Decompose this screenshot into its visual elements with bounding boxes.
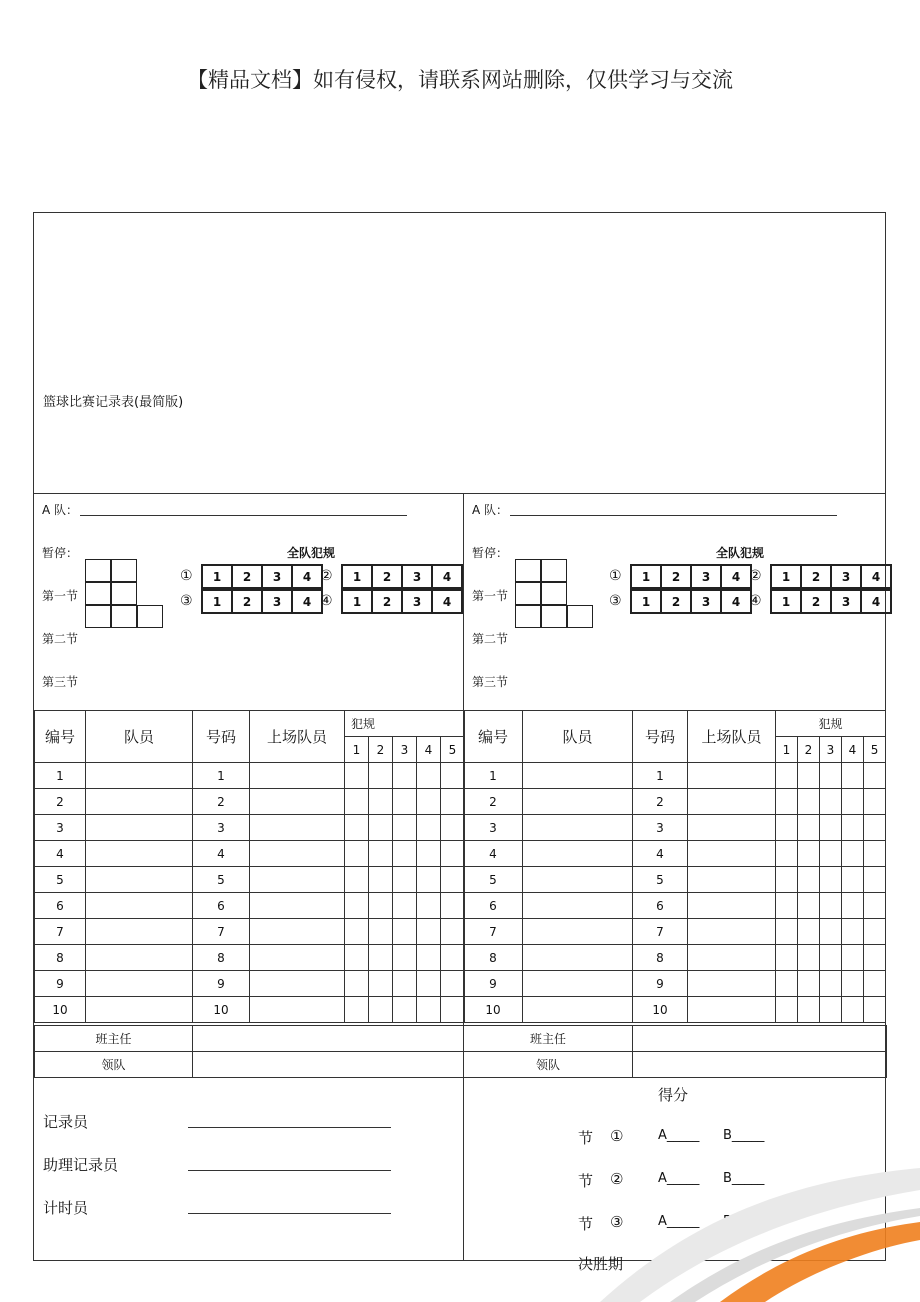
period-label: 第二节: [472, 632, 509, 646]
team-label: A 队：: [42, 503, 79, 517]
timeout-box[interactable]: [111, 605, 137, 628]
jersey-number-cell: 6: [193, 893, 250, 919]
foul-cell[interactable]: [842, 867, 864, 893]
jersey-number-cell: 2: [193, 789, 250, 815]
quarter-marker: ②: [749, 568, 762, 584]
foul-cell[interactable]: [798, 763, 820, 789]
foul-cell[interactable]: [864, 815, 886, 841]
roster-table-right: [463, 710, 886, 1023]
table-row: [464, 815, 886, 841]
foul-cell[interactable]: [820, 997, 842, 1023]
team-foul-box[interactable]: 1 2 3 4: [630, 564, 752, 589]
quarter-marker: ③: [609, 593, 622, 609]
foul-cell[interactable]: [798, 841, 820, 867]
player-name-cell[interactable]: [86, 789, 193, 815]
foul-cell[interactable]: [393, 997, 417, 1023]
team-foul-box[interactable]: 1 2 3 4: [630, 589, 752, 614]
official-signature-line[interactable]: [188, 1170, 391, 1171]
on-court-cell[interactable]: [688, 841, 776, 867]
jersey-number-cell: 6: [633, 893, 688, 919]
score-title: 得分: [658, 1086, 689, 1104]
period-label: 第一节: [42, 589, 79, 603]
team-leader-label: 领队: [464, 1052, 633, 1078]
team-foul-box[interactable]: 1 2 3 4: [770, 589, 892, 614]
foul-cell[interactable]: [369, 945, 393, 971]
jersey-number-cell: 2: [633, 789, 688, 815]
row-number: 1: [35, 763, 86, 789]
col-fouls: 犯规: [776, 711, 886, 737]
player-name-cell[interactable]: [86, 841, 193, 867]
on-court-cell[interactable]: [250, 919, 345, 945]
foul-cell[interactable]: [864, 945, 886, 971]
player-name-cell[interactable]: [86, 867, 193, 893]
table-row: [35, 841, 465, 867]
col-on-court: 上场队员: [688, 711, 776, 763]
foul-cell[interactable]: [776, 815, 798, 841]
jersey-number-cell: 8: [633, 945, 688, 971]
player-name-cell[interactable]: [523, 971, 633, 997]
row-number: 2: [464, 789, 523, 815]
score-sheet: [33, 212, 886, 1273]
jersey-number-cell: 3: [633, 815, 688, 841]
foul-cell[interactable]: [369, 919, 393, 945]
foul-cell[interactable]: [441, 763, 465, 789]
foul-cell[interactable]: [798, 789, 820, 815]
player-name-cell[interactable]: [523, 945, 633, 971]
timeout-box[interactable]: [515, 582, 541, 605]
foul-cell[interactable]: [393, 919, 417, 945]
foul-cell[interactable]: [369, 789, 393, 815]
foul-cell[interactable]: [820, 763, 842, 789]
row-number: 7: [35, 919, 86, 945]
on-court-cell[interactable]: [688, 919, 776, 945]
row-number: 3: [464, 815, 523, 841]
official-signature-line[interactable]: [188, 1213, 391, 1214]
period-label: 第一节: [472, 589, 509, 603]
player-name-cell[interactable]: [86, 919, 193, 945]
on-court-cell[interactable]: [688, 815, 776, 841]
foul-cell[interactable]: [776, 841, 798, 867]
foul-cell[interactable]: [776, 997, 798, 1023]
foul-cell[interactable]: [441, 893, 465, 919]
staff-table: [34, 1025, 887, 1078]
roster-table-left: [34, 710, 465, 1023]
foul-cell[interactable]: [345, 815, 369, 841]
table-row: [35, 971, 465, 997]
quarter-marker: ①: [609, 568, 622, 584]
foul-cell[interactable]: [842, 919, 864, 945]
player-name-cell[interactable]: [523, 815, 633, 841]
official-signature-line[interactable]: [188, 1127, 391, 1128]
col-player: 队员: [86, 711, 193, 763]
foul-cell[interactable]: [842, 945, 864, 971]
quarter-marker: ④: [749, 593, 762, 609]
jersey-number-cell: 4: [633, 841, 688, 867]
foul-col: 1: [345, 737, 369, 763]
table-row: [464, 841, 886, 867]
col-number: 编号: [35, 711, 86, 763]
quarter-marker: ③: [180, 593, 193, 609]
timeout-box[interactable]: [541, 559, 567, 582]
foul-cell[interactable]: [393, 867, 417, 893]
row-number: 6: [464, 893, 523, 919]
quarter-marker: ②: [610, 1170, 624, 1188]
timeout-box[interactable]: [541, 582, 567, 605]
foul-cell[interactable]: [417, 971, 441, 997]
on-court-cell[interactable]: [688, 893, 776, 919]
foul-cell[interactable]: [441, 919, 465, 945]
foul-cell[interactable]: [441, 997, 465, 1023]
on-court-cell[interactable]: [688, 945, 776, 971]
timeout-box[interactable]: [85, 582, 111, 605]
foul-cell[interactable]: [441, 815, 465, 841]
row-number: 9: [464, 971, 523, 997]
jersey-number-cell: 5: [633, 867, 688, 893]
timeout-box[interactable]: [85, 605, 111, 628]
foul-cell[interactable]: [842, 893, 864, 919]
foul-cell[interactable]: [820, 815, 842, 841]
foul-cell[interactable]: [441, 945, 465, 971]
quarter-marker: ④: [320, 593, 333, 609]
player-name-cell[interactable]: [86, 945, 193, 971]
on-court-cell[interactable]: [250, 971, 345, 997]
table-row: [464, 997, 886, 1023]
on-court-cell[interactable]: [688, 867, 776, 893]
foul-cell[interactable]: [798, 867, 820, 893]
team-foul-box[interactable]: 1 2 3 4: [341, 564, 463, 589]
timeout-box[interactable]: [85, 559, 111, 582]
table-row: [464, 867, 886, 893]
col-jersey: 号码: [633, 711, 688, 763]
row-number: 8: [35, 945, 86, 971]
foul-cell[interactable]: [820, 893, 842, 919]
row-number: 5: [464, 867, 523, 893]
foul-cell[interactable]: [441, 789, 465, 815]
foul-cell[interactable]: [864, 971, 886, 997]
score-b-field[interactable]: B_____: [723, 1128, 765, 1143]
jersey-number-cell: 7: [633, 919, 688, 945]
foul-cell[interactable]: [776, 867, 798, 893]
foul-cell[interactable]: [820, 841, 842, 867]
foul-cell[interactable]: [393, 971, 417, 997]
table-row: [464, 893, 886, 919]
class-teacher-field[interactable]: [633, 1026, 887, 1052]
foul-col: 4: [842, 737, 864, 763]
class-teacher-label: 班主任: [464, 1026, 633, 1052]
score-section-label: 节: [578, 1172, 594, 1190]
foul-cell[interactable]: [441, 841, 465, 867]
period-label: 第三节: [472, 675, 509, 689]
foul-cell[interactable]: [393, 893, 417, 919]
watermark-swoosh: [600, 1150, 920, 1302]
on-court-cell[interactable]: [688, 789, 776, 815]
foul-cell[interactable]: [776, 893, 798, 919]
row-number: 10: [35, 997, 86, 1023]
on-court-cell[interactable]: [250, 997, 345, 1023]
foul-cell[interactable]: [441, 971, 465, 997]
player-name-cell[interactable]: [523, 763, 633, 789]
foul-cell[interactable]: [345, 893, 369, 919]
foul-cell[interactable]: [776, 945, 798, 971]
jersey-number-cell: 8: [193, 945, 250, 971]
row-number: 2: [35, 789, 86, 815]
foul-col: 3: [393, 737, 417, 763]
foul-cell[interactable]: [369, 893, 393, 919]
foul-cell[interactable]: [417, 945, 441, 971]
jersey-number-cell: 5: [193, 867, 250, 893]
foul-cell[interactable]: [842, 997, 864, 1023]
timeout-box[interactable]: [111, 559, 137, 582]
col-player: 队员: [523, 711, 633, 763]
table-row: [35, 763, 465, 789]
foul-cell[interactable]: [820, 789, 842, 815]
on-court-cell[interactable]: [250, 893, 345, 919]
foul-cell[interactable]: [798, 919, 820, 945]
row-number: 8: [464, 945, 523, 971]
period-label: 第二节: [42, 632, 79, 646]
foul-cell[interactable]: [864, 841, 886, 867]
overtime-label: 决胜期: [578, 1255, 624, 1273]
timeout-box[interactable]: [137, 605, 163, 628]
col-number: 编号: [464, 711, 523, 763]
score-a-field[interactable]: A_____: [658, 1171, 700, 1186]
player-name-cell[interactable]: [523, 867, 633, 893]
table-row: [464, 763, 886, 789]
score-section-label: 节: [578, 1129, 594, 1147]
official-label: 记录员: [43, 1113, 89, 1131]
jersey-number-cell: 1: [633, 763, 688, 789]
timeout-label: 暂停：: [472, 546, 509, 560]
player-name-cell[interactable]: [523, 893, 633, 919]
foul-cell[interactable]: [842, 763, 864, 789]
quarter-marker: ①: [180, 568, 193, 584]
foul-cell[interactable]: [864, 919, 886, 945]
team-name-line[interactable]: [510, 515, 837, 516]
table-row: [35, 945, 465, 971]
player-name-cell[interactable]: [523, 841, 633, 867]
foul-cell[interactable]: [345, 789, 369, 815]
table-row: [35, 815, 465, 841]
foul-col: 2: [369, 737, 393, 763]
foul-cell[interactable]: [345, 971, 369, 997]
foul-cell[interactable]: [393, 815, 417, 841]
player-name-cell[interactable]: [86, 893, 193, 919]
foul-col: 2: [798, 737, 820, 763]
team-fouls-label: 全队犯规: [716, 546, 765, 560]
class-teacher-label: 班主任: [35, 1026, 193, 1052]
foul-cell[interactable]: [864, 893, 886, 919]
foul-cell[interactable]: [393, 841, 417, 867]
quarter-marker: ③: [610, 1213, 624, 1231]
foul-cell[interactable]: [345, 997, 369, 1023]
on-court-cell[interactable]: [250, 789, 345, 815]
team-leader-field[interactable]: [193, 1052, 464, 1078]
table-row: [35, 919, 465, 945]
team-name-line[interactable]: [80, 515, 407, 516]
foul-cell[interactable]: [842, 971, 864, 997]
player-name-cell[interactable]: [86, 971, 193, 997]
row-number: 3: [35, 815, 86, 841]
foul-cell[interactable]: [345, 945, 369, 971]
team-foul-box[interactable]: 1 2 3 4: [201, 589, 323, 614]
foul-cell[interactable]: [864, 789, 886, 815]
table-row: [464, 919, 886, 945]
foul-cell[interactable]: [417, 919, 441, 945]
foul-cell[interactable]: [417, 763, 441, 789]
player-name-cell[interactable]: [523, 919, 633, 945]
foul-cell[interactable]: [820, 867, 842, 893]
row-number: 6: [35, 893, 86, 919]
timeout-box[interactable]: [515, 605, 541, 628]
on-court-cell[interactable]: [250, 867, 345, 893]
on-court-cell[interactable]: [688, 763, 776, 789]
table-row: [464, 971, 886, 997]
foul-cell[interactable]: [798, 815, 820, 841]
foul-cell[interactable]: [369, 997, 393, 1023]
on-court-cell[interactable]: [688, 971, 776, 997]
foul-cell[interactable]: [369, 971, 393, 997]
row-number: 1: [464, 763, 523, 789]
period-label: 第三节: [42, 675, 79, 689]
col-fouls: 犯规: [345, 711, 465, 737]
foul-cell[interactable]: [864, 867, 886, 893]
quarter-marker: ①: [610, 1127, 624, 1145]
jersey-number-cell: 4: [193, 841, 250, 867]
jersey-number-cell: 9: [633, 971, 688, 997]
score-b-field[interactable]: B_____: [723, 1171, 765, 1186]
score-a-field[interactable]: A_____: [658, 1128, 700, 1143]
team-leader-label: 领队: [35, 1052, 193, 1078]
col-jersey: 号码: [193, 711, 250, 763]
on-court-cell[interactable]: [688, 997, 776, 1023]
foul-cell[interactable]: [798, 997, 820, 1023]
jersey-number-cell: 9: [193, 971, 250, 997]
foul-cell[interactable]: [345, 763, 369, 789]
table-row: [35, 997, 465, 1023]
player-name-cell[interactable]: [523, 997, 633, 1023]
foul-cell[interactable]: [345, 841, 369, 867]
foul-cell[interactable]: [417, 841, 441, 867]
foul-cell[interactable]: [798, 893, 820, 919]
quarter-marker: ②: [320, 568, 333, 584]
jersey-number-cell: 10: [193, 997, 250, 1023]
table-row: [35, 867, 465, 893]
foul-cell[interactable]: [776, 919, 798, 945]
team-label: A 队：: [472, 503, 509, 517]
jersey-number-cell: 7: [193, 919, 250, 945]
foul-cell[interactable]: [798, 945, 820, 971]
foul-cell[interactable]: [842, 815, 864, 841]
timeout-box[interactable]: [515, 559, 541, 582]
foul-cell[interactable]: [441, 867, 465, 893]
timeout-box[interactable]: [567, 605, 593, 628]
foul-col: 5: [864, 737, 886, 763]
foul-cell[interactable]: [864, 763, 886, 789]
foul-col: 4: [417, 737, 441, 763]
player-name-cell[interactable]: [86, 997, 193, 1023]
row-number: 9: [35, 971, 86, 997]
row-number: 4: [35, 841, 86, 867]
team-leader-field[interactable]: [633, 1052, 887, 1078]
foul-cell[interactable]: [369, 815, 393, 841]
jersey-number-cell: 3: [193, 815, 250, 841]
foul-cell[interactable]: [776, 971, 798, 997]
timeout-box[interactable]: [111, 582, 137, 605]
timeout-label: 暂停：: [42, 546, 79, 560]
foul-cell[interactable]: [842, 789, 864, 815]
on-court-cell[interactable]: [250, 815, 345, 841]
team-foul-box[interactable]: 1 2 3 4: [770, 564, 892, 589]
foul-cell[interactable]: [417, 997, 441, 1023]
team-foul-box[interactable]: 1 2 3 4: [201, 564, 323, 589]
foul-col: 5: [441, 737, 465, 763]
foul-cell[interactable]: [345, 919, 369, 945]
on-court-cell[interactable]: [250, 763, 345, 789]
on-court-cell[interactable]: [250, 841, 345, 867]
foul-cell[interactable]: [417, 789, 441, 815]
team-foul-box[interactable]: 1 2 3 4: [341, 589, 463, 614]
player-name-cell[interactable]: [86, 763, 193, 789]
table-row: [35, 893, 465, 919]
foul-cell[interactable]: [369, 867, 393, 893]
table-row: [35, 789, 465, 815]
player-name-cell[interactable]: [86, 815, 193, 841]
foul-cell[interactable]: [798, 971, 820, 997]
foul-col: 3: [820, 737, 842, 763]
foul-cell[interactable]: [864, 997, 886, 1023]
table-row: [464, 789, 886, 815]
row-number: 7: [464, 919, 523, 945]
row-number: 10: [464, 997, 523, 1023]
team-fouls-label: 全队犯规: [287, 546, 336, 560]
row-number: 4: [464, 841, 523, 867]
foul-cell[interactable]: [776, 763, 798, 789]
sheet-title: 篮球比赛记录表(最简版): [43, 395, 184, 410]
foul-cell[interactable]: [776, 789, 798, 815]
foul-cell[interactable]: [417, 867, 441, 893]
row-number: 5: [35, 867, 86, 893]
official-label: 助理记录员: [43, 1156, 119, 1174]
on-court-cell[interactable]: [250, 945, 345, 971]
page-header: 【精品文档】如有侵权，请联系网站删除，仅供学习与交流: [187, 68, 733, 92]
foul-cell[interactable]: [820, 919, 842, 945]
timeout-box[interactable]: [541, 605, 567, 628]
foul-cell[interactable]: [842, 841, 864, 867]
foul-col: 1: [776, 737, 798, 763]
table-row: [464, 945, 886, 971]
foul-cell[interactable]: [820, 945, 842, 971]
foul-cell[interactable]: [417, 815, 441, 841]
foul-cell[interactable]: [369, 841, 393, 867]
score-a-field[interactable]: A_____: [658, 1214, 700, 1229]
class-teacher-field[interactable]: [193, 1026, 464, 1052]
foul-cell[interactable]: [369, 763, 393, 789]
foul-cell[interactable]: [393, 945, 417, 971]
foul-cell[interactable]: [345, 867, 369, 893]
foul-cell[interactable]: [393, 763, 417, 789]
player-name-cell[interactable]: [523, 789, 633, 815]
foul-cell[interactable]: [417, 893, 441, 919]
jersey-number-cell: 10: [633, 997, 688, 1023]
col-on-court: 上场队员: [250, 711, 345, 763]
official-label: 计时员: [43, 1199, 89, 1217]
jersey-number-cell: 1: [193, 763, 250, 789]
score-section-label: 节: [578, 1215, 594, 1233]
foul-cell[interactable]: [820, 971, 842, 997]
foul-cell[interactable]: [393, 789, 417, 815]
